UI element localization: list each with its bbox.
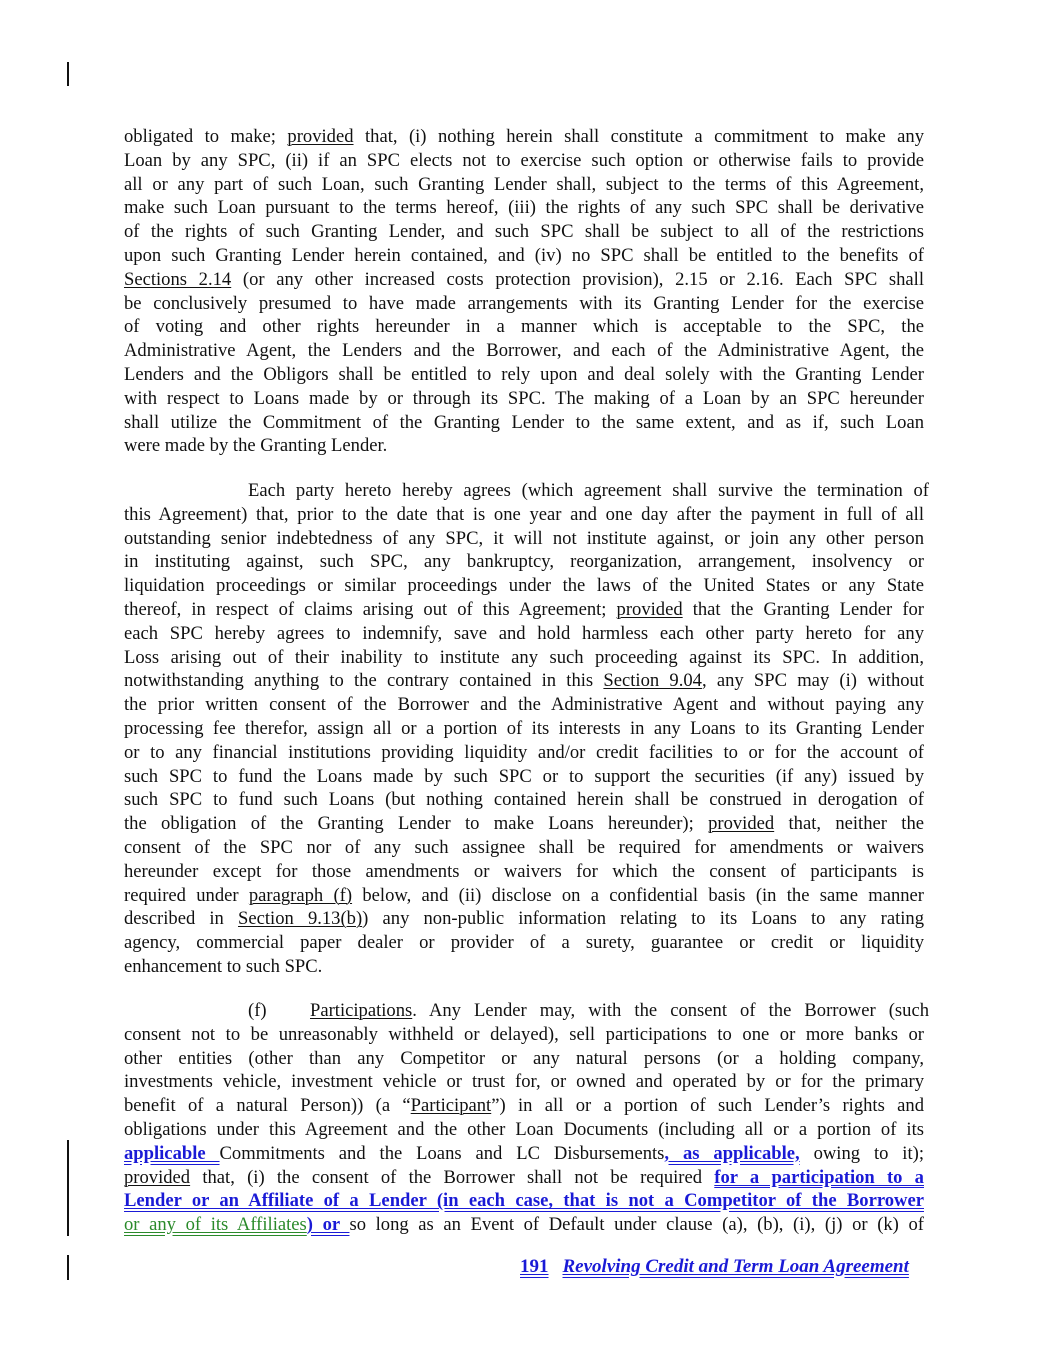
text-run: of voting and other rights hereunder in a manner which is acceptable to the SPC, the xyxy=(124,316,924,338)
text-run: shall utilize the Commitment of the Granting Lender to the same extent, and as if, such Loan xyxy=(124,411,924,433)
text-line xyxy=(124,1189,924,1213)
cross-reference: Participant xyxy=(410,1095,492,1117)
text-run: that the Granting Lender for xyxy=(682,599,924,620)
inserted-text: , as applicable, xyxy=(664,1142,800,1164)
text-run: consent of the SPC nor of any such assignee shall be required for amendments or waivers xyxy=(124,837,924,858)
text-run: ”) in all or a portion of such Lender’s rights and xyxy=(491,1095,924,1117)
text-run: agency, commercial paper dealer or provider of a surety, guarantee or credit or liquidity xyxy=(124,932,924,954)
text-line xyxy=(124,860,924,884)
text-line xyxy=(124,1070,924,1094)
cross-reference: Sections 2.14 xyxy=(124,268,232,290)
text-line xyxy=(124,292,924,316)
text-line xyxy=(124,1142,924,1166)
change-bar xyxy=(67,1255,69,1280)
text-run: so long as an Event of Default under clause (a), (b), (i), (j) or (k) of xyxy=(349,1214,924,1236)
text-run: investments vehicle, investment vehicle or trust for, or owned and operated by or for the primary xyxy=(124,1071,924,1093)
cross-reference: provided xyxy=(616,599,683,620)
text-line xyxy=(124,646,924,670)
inserted-text: applicable xyxy=(124,1142,220,1164)
text-run: other entities (other than any Competitor or any natural persons (or a holding company, xyxy=(124,1047,924,1069)
inserted-text: Lender or an Affiliate of a Lender (in each case, that is not a Competitor of the Borrower xyxy=(124,1190,924,1212)
text-run: consent not to be unreasonably withheld or delayed), sell participations to one or more banks or xyxy=(124,1023,924,1045)
text-run: (or any other increased costs protection provision), 2.15 or 2.16. Each SPC shall xyxy=(231,268,924,290)
text-run: Loan by any SPC, (ii) if an SPC elects not to exercise such option or otherwise fails to provide xyxy=(124,149,924,171)
text-line xyxy=(124,1023,924,1047)
text-run: Commitments and the Loans and LC Disbursements xyxy=(219,1142,665,1164)
text-run: benefit of a natural Person)) (a “ xyxy=(124,1095,411,1117)
text-run: make such Loan pursuant to the terms hereof, (iii) the rights of any such SPC shall be derivative xyxy=(124,197,924,219)
text-run: ) any non-public information relating to its Loans to any rating xyxy=(362,908,925,930)
text-line xyxy=(124,812,924,836)
text-run: such SPC to fund the Loans made by such SPC or to support the securities (if any) issued by xyxy=(124,765,924,787)
cross-reference: provided xyxy=(287,126,354,147)
text-run: of the rights of such Granting Lender, and such SPC shall be subject to all of the restrictions xyxy=(124,221,924,243)
change-bar xyxy=(67,1140,69,1236)
text-line xyxy=(124,196,924,220)
text-line xyxy=(124,1094,924,1118)
text-line xyxy=(124,125,924,149)
text-run: in instituting against, such SPC, any bankruptcy, reorganization, arrangement, insolvency or xyxy=(124,551,924,573)
text-run: obligations under this Agreement and the other Loan Documents (including all or a portion of its xyxy=(124,1119,924,1140)
text-run: hereunder except for those amendments or waivers for which the consent of participants is xyxy=(124,860,924,882)
text-line xyxy=(248,479,929,503)
text-line xyxy=(124,884,924,908)
text-run: this Agreement) that, prior to the date that is one year and one day after the payment in full of all xyxy=(124,503,924,525)
text-line xyxy=(124,149,924,173)
page-number: 191 xyxy=(520,1256,549,1277)
text-run: that, (i) nothing herein shall constitute a commitment to make any xyxy=(353,126,924,147)
text-run: described in xyxy=(124,908,239,930)
text-line xyxy=(124,434,924,458)
text-run: each SPC hereby agrees to indemnify, save and hold harmless each other party hereto for any xyxy=(124,622,924,644)
text-run: owing to it); xyxy=(799,1142,925,1164)
text-run: outstanding senior indebtedness of any SPC, it will not institute against, or join any other person xyxy=(124,527,924,549)
text-run: enhancement to such SPC. xyxy=(124,956,323,977)
text-line xyxy=(124,503,924,527)
text-line xyxy=(124,765,924,789)
text-run: thereof, in respect of claims arising out of this Agreement; xyxy=(124,599,617,620)
text-run: Each party hereto hereby agrees (which agreement shall survive the termination of xyxy=(248,480,929,501)
text-line xyxy=(248,999,929,1023)
text-run: required under xyxy=(124,884,249,906)
cross-reference: Section 9.13(b) xyxy=(238,908,363,930)
text-line xyxy=(124,1166,924,1190)
text-run: . Any Lender may, with the consent of the Borrower (such xyxy=(412,1000,929,1021)
text-run: notwithstanding anything to the contrary contained in this xyxy=(124,670,604,692)
text-line xyxy=(124,788,924,812)
text-line xyxy=(124,363,924,387)
text-run: below, and (ii) disclose on a confidential basis (in the same manner xyxy=(352,884,925,906)
inserted-text: ) or xyxy=(306,1214,350,1236)
text-run: , any SPC may (i) without xyxy=(701,670,925,692)
text-run: were made by the Granting Lender. xyxy=(124,435,388,457)
text-run: processing fee therefor, assign all or a portion of its interests in any Loans to its Granting Lender xyxy=(124,718,924,739)
text-run: that, neither the xyxy=(774,813,924,835)
text-line xyxy=(124,741,924,765)
change-bar xyxy=(67,62,69,86)
text-line xyxy=(124,1047,924,1071)
text-line xyxy=(124,598,924,622)
text-line xyxy=(124,622,924,646)
text-line xyxy=(124,955,924,979)
moved-text: or any of its Affiliates xyxy=(124,1214,307,1236)
text-line xyxy=(124,220,924,244)
text-line xyxy=(124,173,924,197)
text-line xyxy=(124,244,924,268)
text-line xyxy=(124,931,924,955)
text-run: Lenders and the Obligors shall be entitled to rely upon and deal solely with the Granting Lender xyxy=(124,364,924,385)
text-line xyxy=(124,411,924,435)
text-line xyxy=(124,1213,924,1237)
text-line xyxy=(124,339,924,363)
text-line xyxy=(124,574,924,598)
text-run: the prior written consent of the Borrower and the Administrative Agent and without paying any xyxy=(124,694,924,716)
text-run: that, (i) the consent of the Borrower shall not be required xyxy=(190,1166,715,1188)
text-line xyxy=(124,315,924,339)
text-line xyxy=(124,907,924,931)
text-line xyxy=(124,693,924,717)
text-line xyxy=(124,268,924,292)
inserted-text: for a participation to a xyxy=(714,1166,924,1188)
text-line xyxy=(124,550,924,574)
text-line xyxy=(124,836,924,860)
text-run: liquidation proceedings or similar proceedings under the laws of the United States or any State xyxy=(124,575,924,597)
cross-reference: provided xyxy=(708,813,775,835)
text-line xyxy=(124,387,924,411)
text-line xyxy=(124,717,924,741)
text-line xyxy=(124,669,924,693)
text-run: upon such Granting Lender herein contained, and (iv) no SPC shall be entitled to the benefits of xyxy=(124,245,924,266)
cross-reference: paragraph (f) xyxy=(248,884,353,906)
page-footer xyxy=(520,1256,909,1278)
clause-label: (f) xyxy=(248,1000,267,1021)
text-line xyxy=(124,527,924,551)
text-run: such SPC to fund such Loans (but nothing contained herein shall be construed in derogation of xyxy=(124,789,924,811)
document-title: Revolving Credit and Term Loan Agreement xyxy=(562,1256,909,1277)
section-heading: Participations xyxy=(310,1000,413,1021)
cross-reference: provided xyxy=(124,1166,191,1188)
text-run: Loss arising out of their inability to institute any such proceeding against its SPC. In addition, xyxy=(124,646,924,668)
text-run: obligated to make; xyxy=(124,126,288,147)
text-run: all or any part of such Loan, such Granting Lender shall, subject to the terms of this Agreement, xyxy=(124,173,924,195)
text-run: the obligation of the Granting Lender to make Loans hereunder); xyxy=(124,813,709,835)
cross-reference: Section 9.04 xyxy=(603,670,702,692)
text-run: Administrative Agent, the Lenders and the Borrower, and each of the Administrative Agent, the xyxy=(124,340,924,362)
text-run: with respect to Loans made by or through its SPC. The making of a Loan by an SPC hereunder xyxy=(124,387,924,409)
text-run: be conclusively presumed to have made arrangements with its Granting Lender for the exercise xyxy=(124,292,924,314)
text-run: or to any financial institutions providing liquidity and/or credit facilities to or for the account of xyxy=(124,741,924,763)
text-line xyxy=(124,1118,924,1142)
